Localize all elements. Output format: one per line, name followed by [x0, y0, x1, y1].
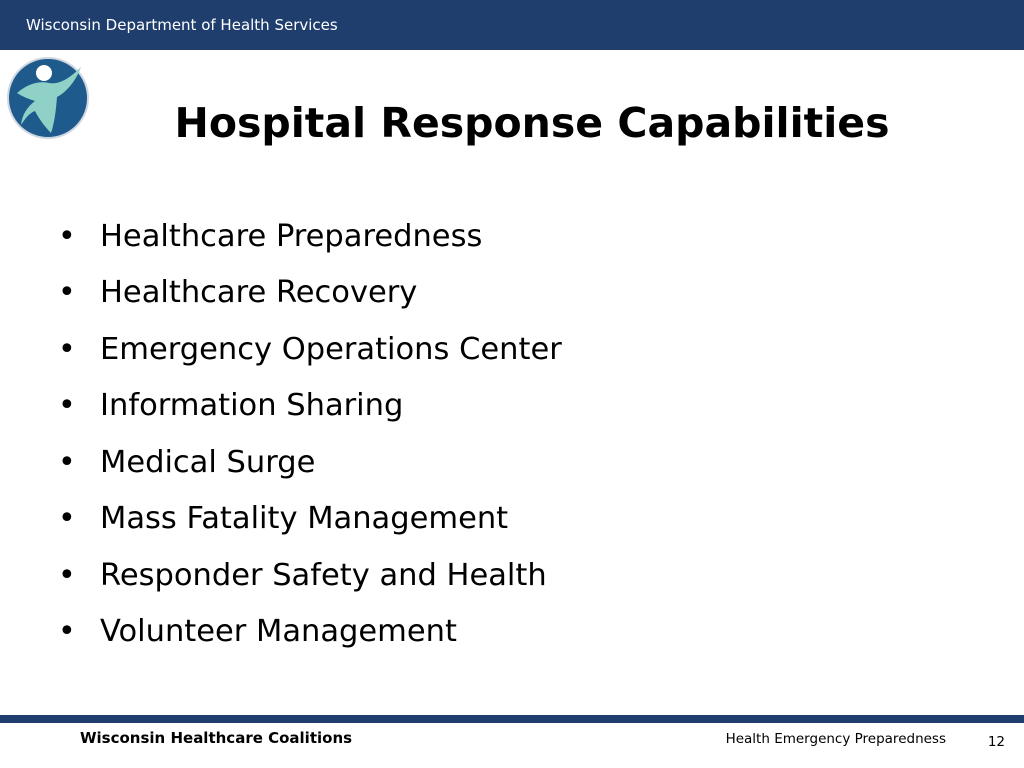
bullet-dot-icon: •	[58, 331, 76, 367]
footer-coalition-label: Wisconsin Healthcare Coalitions	[80, 729, 353, 747]
bullet-dot-icon: •	[58, 218, 76, 254]
header-organization: Wisconsin Department of Health Services	[26, 16, 338, 34]
bullet-item	[58, 434, 562, 491]
bullet-dot-icon: •	[58, 557, 76, 593]
bullet-text: Volunteer Management	[100, 614, 457, 650]
bullet-dot-icon: •	[58, 614, 76, 650]
bullet-item	[58, 208, 562, 265]
bullet-item	[58, 604, 562, 661]
footer-divider	[0, 715, 1024, 723]
bullet-item	[58, 265, 562, 322]
footer-program-label: Health Emergency Preparedness	[725, 731, 946, 747]
bullet-dot-icon: •	[58, 388, 76, 424]
bullet-text: Mass Fatality Management	[100, 501, 509, 537]
bullet-item	[58, 378, 562, 435]
bullet-text: Medical Surge	[100, 444, 316, 480]
bullet-dot-icon: •	[58, 501, 76, 537]
bullet-text: Emergency Operations Center	[100, 331, 562, 367]
page-number: 12	[987, 734, 1005, 750]
bullet-item	[58, 491, 562, 548]
bullet-text: Information Sharing	[100, 388, 404, 424]
bullet-dot-icon: •	[58, 444, 76, 480]
slide-title: Hospital Response Capabilities	[174, 99, 890, 147]
header-bar	[0, 0, 1024, 50]
bullet-list	[58, 208, 562, 660]
bullet-item	[58, 547, 562, 604]
bullet-text: Healthcare Recovery	[100, 275, 418, 311]
bullet-text: Healthcare Preparedness	[100, 218, 483, 254]
dhs-figure-logo-icon	[5, 53, 91, 139]
bullet-item	[58, 321, 562, 378]
bullet-text: Responder Safety and Health	[100, 557, 547, 593]
dhs-logo-icon	[5, 53, 91, 139]
bullet-dot-icon: •	[58, 275, 76, 311]
